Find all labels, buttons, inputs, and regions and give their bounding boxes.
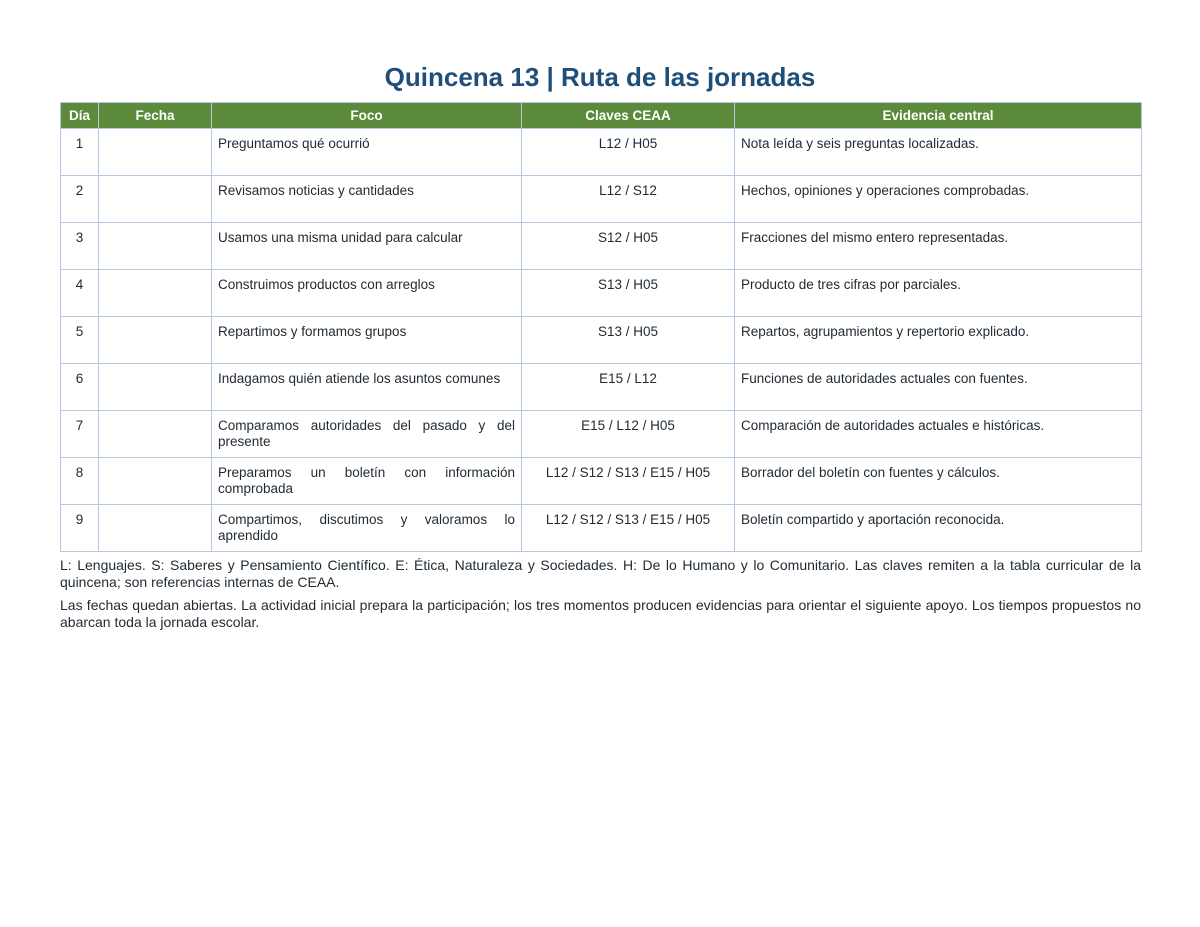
table-row bbox=[61, 411, 1142, 458]
table-header-row bbox=[61, 103, 1142, 129]
cell-foco: Preguntamos qué ocurrió bbox=[212, 129, 522, 176]
table-row bbox=[61, 458, 1142, 505]
cell-evidencia: Borrador del boletín con fuentes y cálculos. bbox=[735, 458, 1142, 505]
header-foco: Foco bbox=[212, 103, 522, 129]
cell-dia: 6 bbox=[61, 364, 99, 411]
cell-claves: L12 / S12 / S13 / E15 / H05 bbox=[522, 458, 735, 505]
cell-fecha bbox=[99, 364, 212, 411]
dates-note: Las fechas quedan abiertas. La actividad inicial prepara la participación; los tres momentos producen evidencias para orientar el siguiente apoyo. Los tiempos propuestos no abarcan toda la jornada escolar. bbox=[60, 597, 1141, 630]
cell-fecha bbox=[99, 411, 212, 458]
cell-dia: 1 bbox=[61, 129, 99, 176]
cell-fecha bbox=[99, 317, 212, 364]
route-table bbox=[60, 102, 1142, 552]
cell-evidencia: Boletín compartido y aportación reconocida. bbox=[735, 505, 1142, 552]
cell-dia: 8 bbox=[61, 458, 99, 505]
cell-evidencia: Producto de tres cifras por parciales. bbox=[735, 270, 1142, 317]
table-row bbox=[61, 317, 1142, 364]
cell-evidencia: Comparación de autoridades actuales e históricas. bbox=[735, 411, 1142, 458]
cell-fecha bbox=[99, 270, 212, 317]
cell-foco: Compartimos, discutimos y valoramos lo aprendido bbox=[212, 505, 522, 552]
header-evidencia: Evidencia central bbox=[735, 103, 1142, 129]
table-row bbox=[61, 270, 1142, 317]
header-dia: Día bbox=[61, 103, 99, 129]
cell-evidencia: Fracciones del mismo entero representadas. bbox=[735, 223, 1142, 270]
cell-dia: 9 bbox=[61, 505, 99, 552]
cell-foco: Preparamos un boletín con información comprobada bbox=[212, 458, 522, 505]
table-row bbox=[61, 364, 1142, 411]
cell-claves: L12 / S12 bbox=[522, 176, 735, 223]
cell-dia: 4 bbox=[61, 270, 99, 317]
cell-foco: Indagamos quién atiende los asuntos comunes bbox=[212, 364, 522, 411]
cell-claves: S13 / H05 bbox=[522, 270, 735, 317]
cell-fecha bbox=[99, 176, 212, 223]
cell-foco: Construimos productos con arreglos bbox=[212, 270, 522, 317]
cell-claves: E15 / L12 bbox=[522, 364, 735, 411]
cell-foco: Usamos una misma unidad para calcular bbox=[212, 223, 522, 270]
table-row bbox=[61, 505, 1142, 552]
cell-evidencia: Funciones de autoridades actuales con fuentes. bbox=[735, 364, 1142, 411]
header-claves: Claves CEAA bbox=[522, 103, 735, 129]
table-notes bbox=[60, 557, 1141, 631]
cell-foco: Repartimos y formamos grupos bbox=[212, 317, 522, 364]
table-row bbox=[61, 129, 1142, 176]
cell-evidencia: Nota leída y seis preguntas localizadas. bbox=[735, 129, 1142, 176]
cell-dia: 3 bbox=[61, 223, 99, 270]
table-row bbox=[61, 223, 1142, 270]
cell-claves: S13 / H05 bbox=[522, 317, 735, 364]
cell-foco: Comparamos autoridades del pasado y del presente bbox=[212, 411, 522, 458]
legend-note: L: Lenguajes. S: Saberes y Pensamiento Científico. E: Ética, Naturaleza y Sociedades. H: De lo Humano y lo Comunitario. Las claves remiten a la tabla curricular de la quincena; son referencias internas de CEAA. bbox=[60, 557, 1141, 590]
cell-claves: S12 / H05 bbox=[522, 223, 735, 270]
cell-dia: 2 bbox=[61, 176, 99, 223]
header-fecha: Fecha bbox=[99, 103, 212, 129]
cell-claves: E15 / L12 / H05 bbox=[522, 411, 735, 458]
cell-claves: L12 / H05 bbox=[522, 129, 735, 176]
cell-evidencia: Repartos, agrupamientos y repertorio explicado. bbox=[735, 317, 1142, 364]
cell-fecha bbox=[99, 129, 212, 176]
cell-claves: L12 / S12 / S13 / E15 / H05 bbox=[522, 505, 735, 552]
cell-fecha bbox=[99, 505, 212, 552]
cell-dia: 5 bbox=[61, 317, 99, 364]
cell-fecha bbox=[99, 458, 212, 505]
table-row bbox=[61, 176, 1142, 223]
cell-foco: Revisamos noticias y cantidades bbox=[212, 176, 522, 223]
cell-fecha bbox=[99, 223, 212, 270]
cell-dia: 7 bbox=[61, 411, 99, 458]
cell-evidencia: Hechos, opiniones y operaciones comprobadas. bbox=[735, 176, 1142, 223]
page-title: Quincena 13 | Ruta de las jornadas bbox=[384, 62, 816, 92]
